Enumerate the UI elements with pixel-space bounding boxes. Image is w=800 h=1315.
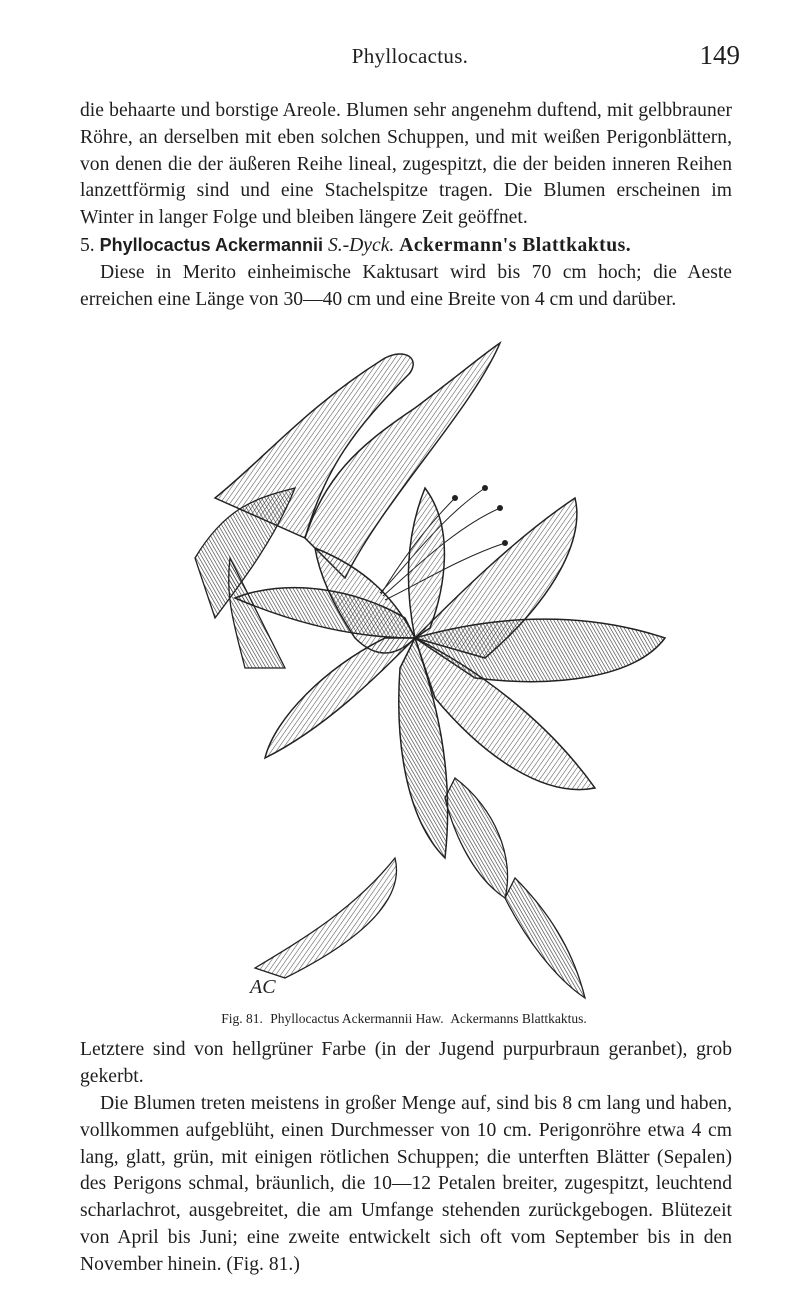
species-title: Phyllocactus Ackermannii	[99, 235, 324, 255]
paragraph-flowers: Die Blumen treten meistens in großer Menge auf, sind bis 8 cm lang und haben, vollkommen aufgeblüht, einen Durchmesser von 10 cm. Perigonröhre etwa 4 cm lang, glatt, grün, mit einigen rötlichen Schuppen; die unterften Blätter (Sepalen) des Perigons schmal, bräunlich, die 10—12 Petalen breiter, zugespitzt, leuchtend scharlachrot, ausgebreitet, die am Umfange stehenden zurückgebogen. Blütezeit von April bis Juni; eine zweite entwickelt sich oft vom September bis in den November hinein. (Fig. 81.)	[80, 1093, 732, 1275]
species-description: Diese in Merito einheimische Kaktusart wird bis 70 cm hoch; die Aeste erreichen eine Länge von 30—40 cm und eine Breite von 4 cm und darüber.	[80, 261, 732, 310]
paragraph-shoots: Letztere sind von hellgrüner Farbe (in der Jugend purpurbraun geranbet), grob gekerbt.	[80, 1039, 732, 1087]
page-header	[80, 40, 740, 80]
caption-number: Fig. 81.	[221, 1011, 263, 1026]
species-number: 5.	[80, 235, 95, 256]
cactus-flower-illustration	[155, 338, 685, 1003]
page-number: 149	[699, 40, 740, 70]
artist-signature: AC	[250, 976, 276, 998]
species-common-name: Ackermann's Blattkaktus.	[399, 235, 632, 256]
figure-caption	[80, 1011, 732, 1027]
caption-latin: Phyllocactus Ackermannii Haw.	[270, 1011, 444, 1026]
caption-german: Ackermanns Blattkaktus.	[450, 1011, 587, 1026]
running-title: Phyllocactus.	[351, 44, 469, 68]
species-entry	[80, 232, 732, 313]
species-author: S.-Dyck.	[327, 235, 395, 256]
paragraph-continuation: die behaarte und borstige Areole. Blumen sehr angenehm duftend, mit gelbbrauner Röhre, an derselben mit eben solchen Schuppen, und mit weißen Perigonblättern, von denen die der äußeren Reihe lineal, zugespitzt, die der beiden inneren Reihen lanzettförmig sind und eine Stachelspitze tragen. Die Blumen erscheinen im Winter in langer Folge und bleiben längere Zeit geöffnet.	[80, 100, 732, 229]
